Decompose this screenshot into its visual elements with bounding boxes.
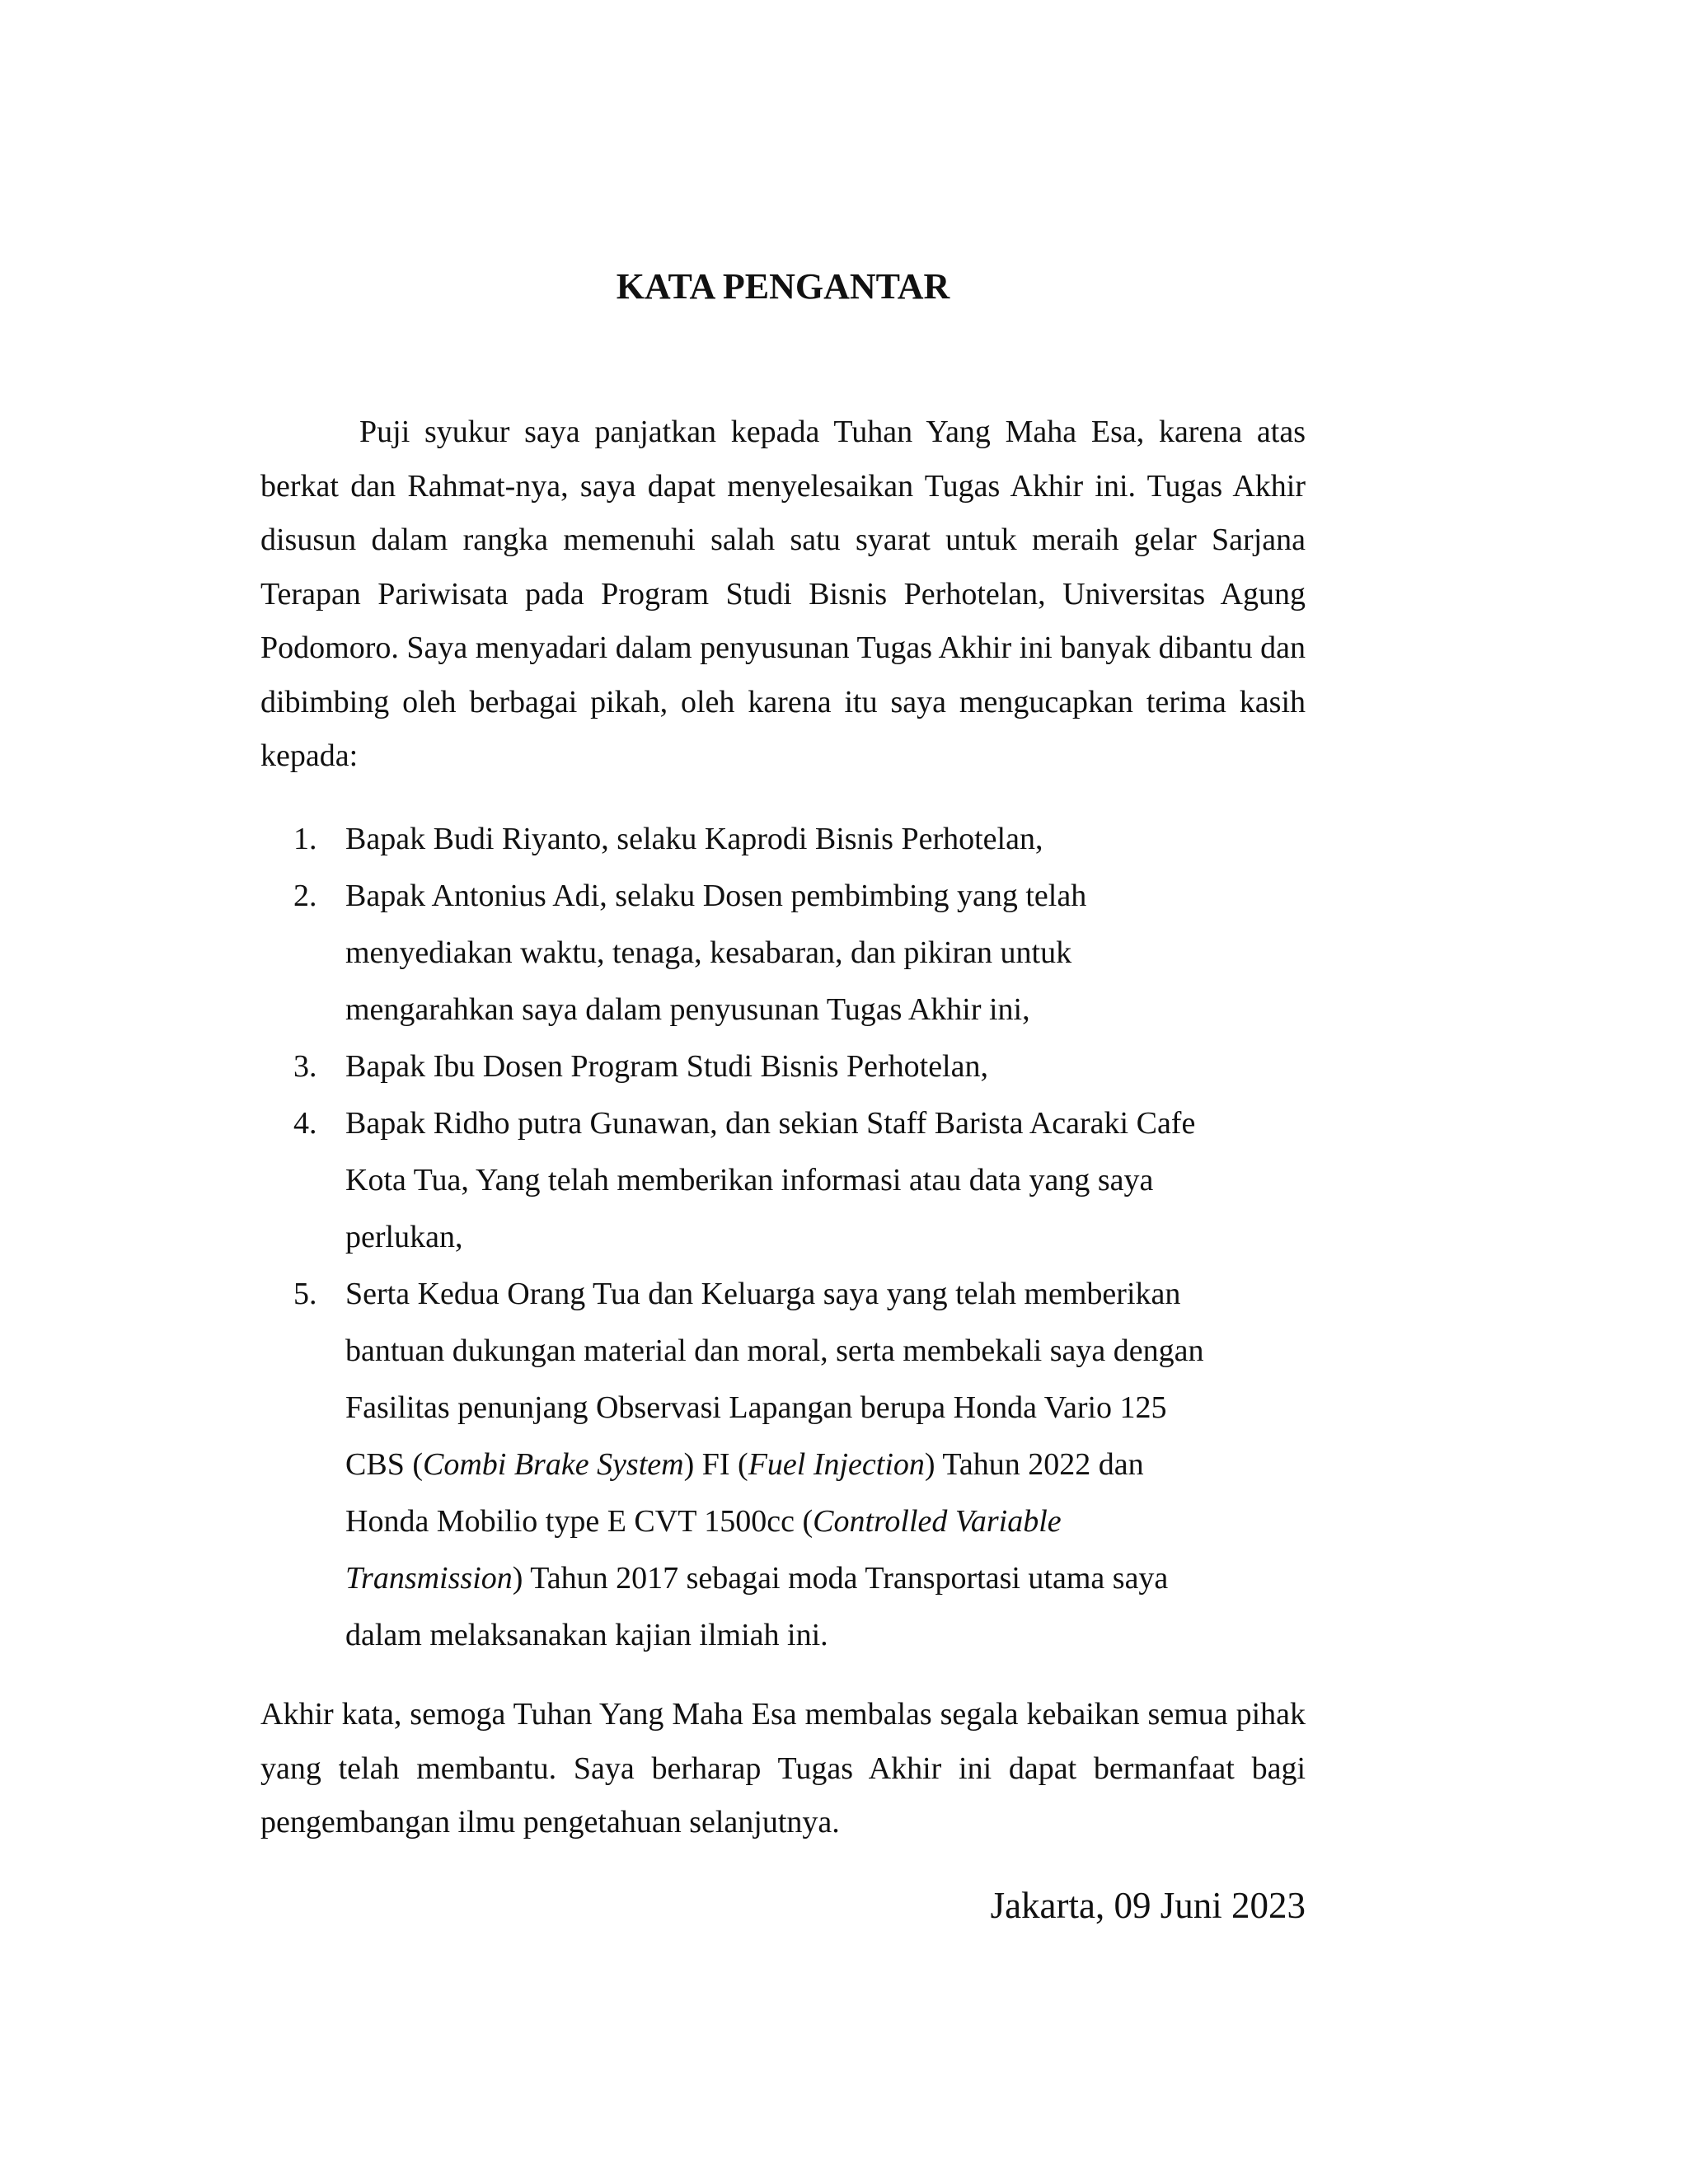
signature-date: Jakarta, 09 Juni 2023: [990, 1885, 1306, 1926]
list-item-text: Bapak Ridho putra Gunawan, dan sekian Staff Barista Acaraki Cafe Kota Tua, Yang telah memberikan informasi atau data yang saya perlukan,: [345, 1106, 1196, 1254]
list-item-italic-term: Combi Brake System: [422, 1447, 684, 1482]
list-item-text: Bapak Ibu Dosen Program Studi Bisnis Perhotelan,: [345, 1049, 988, 1084]
list-item-text-part: Serta Kedua Orang Tua dan Keluarga saya yang telah memberikan bantuan dukungan material dan moral, serta membekali saya dengan Fasilitas penunjang Observasi Lapangan berupa Honda Vario 125 CBS (: [345, 1277, 1204, 1482]
list-item-text-part: ) Tahun 2017 sebagai moda Transportasi utama saya dalam melaksanakan kajian ilmiah ini.: [345, 1561, 1169, 1652]
list-item-number: 2.: [293, 879, 317, 913]
list-item: [260, 1038, 1170, 1095]
list-item: [260, 1266, 1204, 1664]
list-item-italic-term: Fuel Injection: [748, 1447, 925, 1482]
list-item-number: 4.: [293, 1106, 317, 1141]
list-item-text-part: ) Tahun 2022 dan Honda Mobilio type E CVT 1500cc (: [345, 1447, 1144, 1539]
page-title: KATA PENGANTAR: [616, 266, 950, 307]
document-page: [260, 0, 1306, 2184]
list-item: [260, 1095, 1196, 1266]
list-item-text-part: ) FI (: [683, 1447, 748, 1482]
list-item-text: [345, 1266, 1211, 1664]
list-item-number: 5.: [293, 1277, 317, 1311]
closing-paragraph: Akhir kata, semoga Tuhan Yang Maha Esa membalas segala kebaikan semua pihak yang telah membantu. Saya berharap Tugas Akhir ini dapat bermanfaat bagi pengembangan ilmu pengetahuan selanjutnya.: [260, 1697, 1306, 1840]
list-item-text: Bapak Budi Riyanto, selaku Kaprodi Bisnis Perhotelan,: [345, 822, 1043, 856]
list-item: [260, 811, 1170, 868]
list-item: [260, 868, 1170, 1038]
intro-paragraph: Puji syukur saya panjatkan kepada Tuhan Yang Maha Esa, karena atas berkat dan Rahmat-nya, saya dapat menyelesaikan Tugas Akhir ini. Tugas Akhir disusun dalam rangka memenuhi salah satu syarat untuk meraih gelar Sarjana Terapan Pariwisata pada Program Studi Bisnis Perhotelan, Universitas Agung Podomoro. Saya menyadari dalam penyusunan Tugas Akhir ini banyak dibantu dan dibimbing oleh berbagai pikah, oleh karena itu saya mengucapkan terima kasih kepada:: [260, 415, 1306, 773]
list-item-italic-term: Controlled Variable Transmission: [345, 1504, 1062, 1596]
list-item-number: 3.: [293, 1049, 317, 1084]
thanks-list: [260, 811, 1306, 1664]
list-item-number: 1.: [293, 822, 317, 856]
list-item-text: Bapak Antonius Adi, selaku Dosen pembimbing yang telah menyediakan waktu, tenaga, kesabaran, dan pikiran untuk mengarahkan saya dalam penyusunan Tugas Akhir ini,: [345, 879, 1087, 1027]
